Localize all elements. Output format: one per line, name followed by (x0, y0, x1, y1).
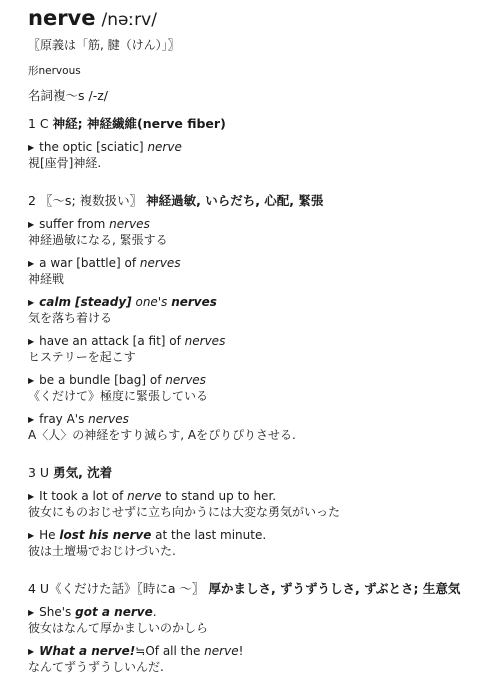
example-triangle-icon: ▶ (28, 142, 35, 152)
example-english (28, 412, 478, 426)
headword: nerve (28, 6, 96, 30)
example-english (28, 334, 478, 348)
example-text-segment: He (39, 528, 60, 542)
plural-line (28, 86, 478, 104)
example-english (28, 605, 478, 619)
example-triangle-icon: ▶ (28, 530, 35, 540)
example-english (28, 140, 478, 154)
example-text-segment: She's (39, 605, 76, 619)
example-text-segment: lost his nerve (59, 528, 152, 542)
example-triangle-icon: ▶ (28, 646, 35, 656)
example-text-segment: have an attack [a fit] of (39, 334, 185, 348)
sense-gloss: 厚かましさ, ずうずうしさ, ずぶとさ; 生意気 (208, 581, 461, 596)
example-english (28, 256, 478, 270)
example-text-segment: nerve (204, 644, 239, 658)
example-japanese: なんてずうずうしいんだ. (28, 660, 164, 674)
example-triangle-icon: ▶ (28, 414, 35, 424)
example-text-segment: a war [battle] of (39, 256, 140, 270)
example-text-segment: nerves (139, 256, 181, 270)
example-text-segment: the optic [sciatic] (39, 140, 148, 154)
example-triangle-icon: ▶ (28, 336, 35, 346)
sense-number: 2 (28, 193, 36, 208)
example-text-segment: ≒Of all the (135, 644, 205, 658)
example-english (28, 295, 478, 309)
example-english (28, 217, 478, 231)
sense-gloss: 神経過敏, いらだち, 心配, 緊張 (146, 193, 324, 208)
example-english (28, 644, 478, 658)
example (28, 644, 478, 675)
pronunciation: /nəːrv/ (101, 10, 157, 30)
sense-separator (28, 171, 478, 181)
example-text-segment: fray A's (39, 412, 89, 426)
senses-list (28, 114, 478, 675)
sense-heading (28, 463, 478, 481)
sense-heading (28, 579, 478, 597)
sense-number: 1 (28, 116, 36, 131)
example-japanese: 彼女にものおじせずに立ち向かうには大変な勇気がいった (28, 505, 341, 519)
example-english (28, 373, 478, 387)
sense-heading (28, 191, 478, 209)
example-text-segment: . (152, 605, 157, 619)
example-japanese: ヒステリーを起こす (28, 350, 136, 364)
example-text-segment: one's (131, 295, 172, 309)
example (28, 373, 478, 404)
example (28, 334, 478, 365)
example-japanese: 彼女はなんて厚かましいのかしら (28, 621, 209, 635)
plural-pron: /-z/ (88, 88, 108, 103)
example-japanese: A〈人〉の神経をすり減らす, Aをぴりぴりさせる. (28, 428, 296, 442)
sense-number: 3 (28, 465, 36, 480)
sense-separator (28, 443, 478, 453)
example-triangle-icon: ▶ (28, 375, 35, 385)
example-japanese: 《くだけて》極度に緊張している (28, 389, 209, 403)
etymology: 〖原義は「筋, 腱（けん）」〗 (28, 38, 180, 52)
example (28, 140, 478, 171)
example-text-segment: nerves (171, 295, 217, 309)
example (28, 256, 478, 287)
example-text-segment: suffer from (39, 217, 110, 231)
example (28, 295, 478, 326)
example-text-segment: to stand up to her. (161, 489, 277, 503)
example (28, 605, 478, 636)
sense-marker: C (35, 116, 49, 131)
example-text-segment: nerves (184, 334, 226, 348)
example-triangle-icon: ▶ (28, 491, 35, 501)
example-text-segment: calm [steady] (39, 295, 132, 309)
example-english (28, 528, 478, 542)
example-text-segment: be a bundle [bag] of (39, 373, 166, 387)
example-triangle-icon: ▶ (28, 219, 35, 229)
sense-separator (28, 559, 478, 569)
example-text-segment: got a nerve (75, 605, 153, 619)
example (28, 412, 478, 443)
example-japanese: 彼は土壇場でおじけづいた. (28, 544, 176, 558)
example-japanese: 神経過敏になる, 緊張する (28, 233, 168, 247)
sense-gloss: 勇気, 沈着 (53, 465, 113, 480)
sense-marker: U (35, 465, 50, 480)
headword-line (28, 6, 478, 30)
example-text-segment: nerve (127, 489, 162, 503)
example (28, 528, 478, 559)
example-text-segment: nerves (109, 217, 150, 231)
example-text-segment: ! (238, 644, 244, 658)
sense-marker: U《くだけた話》〖時にa 〜〗 (35, 581, 205, 596)
example-text-segment: nerves (165, 373, 206, 387)
dictionary-entry (28, 6, 478, 675)
plural-label: 名詞複〜s (28, 88, 85, 103)
example-triangle-icon: ▶ (28, 297, 35, 307)
adjective-form: 形nervous (28, 65, 81, 77)
example-triangle-icon: ▶ (28, 258, 35, 268)
example-japanese: 気を落ち着ける (28, 311, 113, 325)
example-text-segment: It took a lot of (39, 489, 128, 503)
example-english (28, 489, 478, 503)
example-text-segment: What a nerve! (39, 644, 136, 658)
sense-gloss: 神経; 神経繊維(nerve fiber) (52, 116, 226, 131)
sense-number: 4 (28, 581, 36, 596)
example-text-segment: at the last minute. (151, 528, 267, 542)
sense-heading (28, 114, 478, 132)
example-japanese: 視[座骨]神経. (28, 156, 102, 170)
example-text-segment: nerve (147, 140, 182, 154)
example-text-segment: nerves (88, 412, 129, 426)
sense-marker: 〖〜s; 複数扱い〗 (35, 193, 143, 208)
example (28, 217, 478, 248)
example (28, 489, 478, 520)
example-japanese: 神経戦 (28, 272, 65, 286)
example-triangle-icon: ▶ (28, 607, 35, 617)
